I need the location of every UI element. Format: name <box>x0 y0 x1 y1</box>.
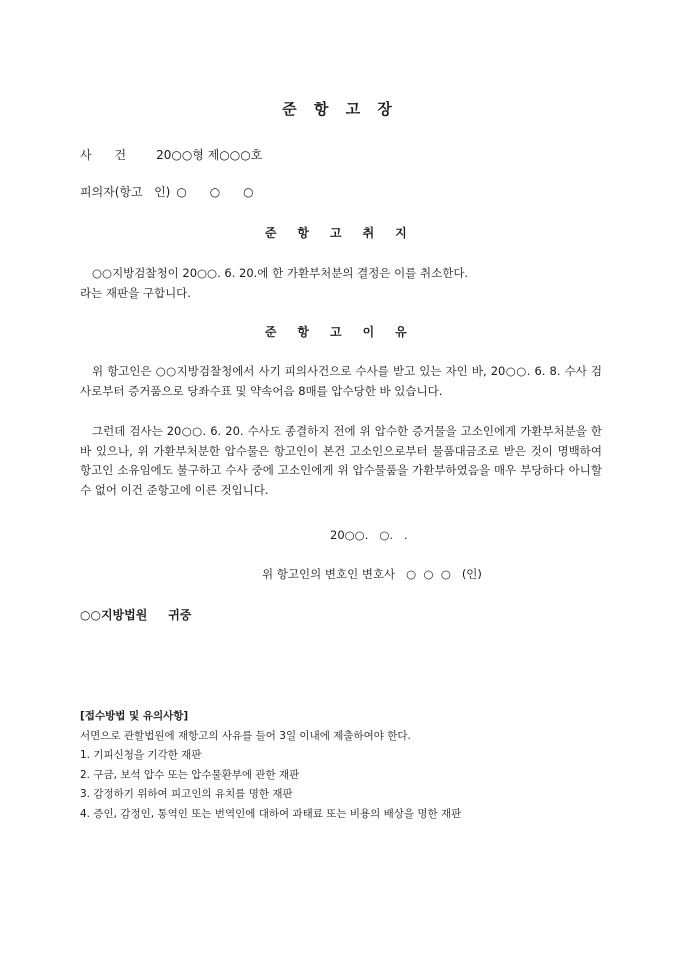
suspect-name: ○ ○ ○ <box>176 185 254 199</box>
document-title: 준 항 고 장 <box>282 100 398 118</box>
reason-paragraph-2: 그런데 검사는 20○○. 6. 20. 수사도 종결하지 전에 위 압수한 증거물을 고소인에게 가환부처분을 한바 있으나, 위 가환부처분한 압수물은 항고인이 본건 고소인으로부터 물품대금조로 받은 것이 명백하여 항고인 소유임에도 불구하고 수사 중에 고소인에게 위 압수물품을 가환부하였음을 매우 부당하다 아니할 수 없어 이건 준항고에 이른 것입니다. <box>80 424 602 497</box>
case-number: 20○○형 제○○○호 <box>156 148 263 162</box>
notes-item-3: 3. 감정하기 위하여 피고인의 유치를 명한 재판 <box>80 788 293 800</box>
notes-item-4: 4. 증인, 감정인, 통역인 또는 번역인에 대하여 과태료 또는 비용의 배상을 명한 재판 <box>80 807 462 820</box>
notes-item-2: 2. 구금, 보석 압수 또는 압수물환부에 관한 재판 <box>80 768 300 781</box>
case-row <box>80 146 262 163</box>
reason-heading: 준 항 고 이 유 <box>264 325 416 339</box>
signature-line: 위 항고인의 변호인 변호사 ○ ○ ○ (인) <box>262 567 482 581</box>
notes-heading: [접수방법 및 유의사항] <box>80 710 189 722</box>
notes-section <box>80 707 620 824</box>
notes-intro: 서면으로 관할법원에 재항고의 사유를 들어 3일 이내에 제출하여야 한다. <box>80 729 411 742</box>
purpose-paragraph: ○○지방검찰청이 20○○. 6. 20.에 한 가환부처분의 결정은 이를 취소한다. 라는 재판을 구합니다. <box>80 266 469 300</box>
suspect-label: 피의자(항고 인) <box>80 185 171 199</box>
reason-paragraph-1: 위 항고인은 ○○지방검찰청에서 사기 피의사건으로 수사를 받고 있는 자인 바, 20○○. 6. 8. 수사 검사로부터 증거품으로 당좌수표 및 약속어음 8매를 압수당한 바 있습니다. <box>80 364 602 398</box>
court-addressee: ○○지방법원 귀중 <box>80 608 192 622</box>
notes-item-1: 1. 기피신청을 기각한 재판 <box>80 749 202 761</box>
suspect-row <box>80 183 254 200</box>
purpose-heading: 준 항 고 취 지 <box>264 226 416 240</box>
document-date: 20○○. ○. . <box>330 528 408 542</box>
case-label: 사 건 <box>80 148 127 162</box>
